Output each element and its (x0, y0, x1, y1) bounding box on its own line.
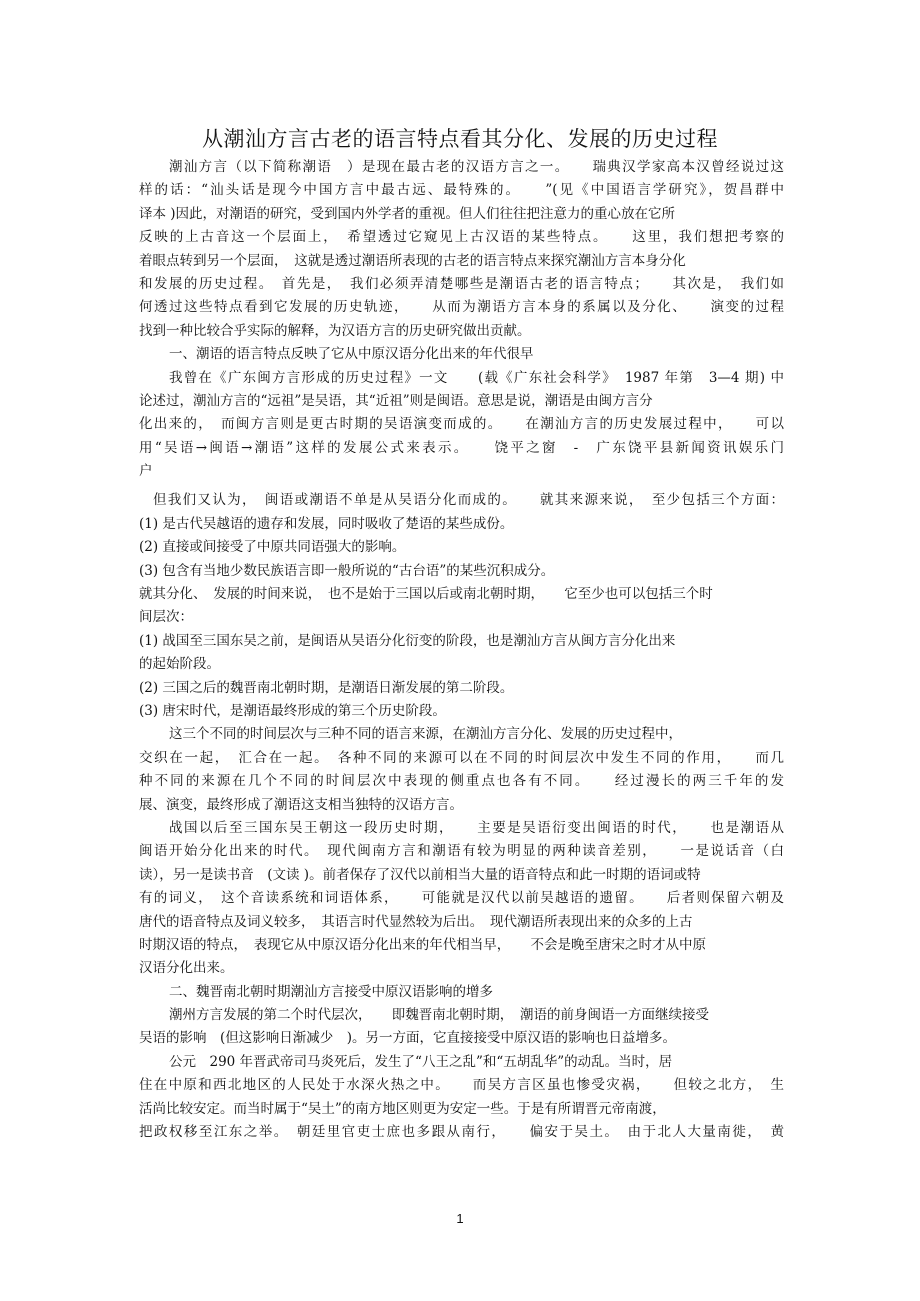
text-line: 汉语分化出来。 (139, 960, 234, 977)
page-number: 1 (456, 1211, 464, 1226)
text-line: 这三个不同的时间层次与三种不同的语言来源，在潮汕方言分化、发展的历史过程中， (169, 726, 682, 743)
text-line: 展、演变，最终形成了潮语这支相当独特的汉语方言。 (139, 796, 463, 813)
list-item: (3) 包含有当地少数民族语言即一般所说的“古台语”的某些沉积成分。 (139, 562, 555, 579)
text-line: 住在中原和西北地区的人民处于水深火热之中。 而吴方言区虽也惨受灾祸， 但较之北方， 生 (139, 1077, 784, 1094)
text-line: 何透过这些特点看到它发展的历史轨迹， 从而为潮语方言本身的系属以及分化、 演变的过程 (139, 299, 784, 316)
text-line: 就其分化、 发展的时间来说， 也不是始于三国以后或南北朝时期， 它至少也可以包括三个时 (139, 586, 713, 603)
text-line: 化出来的， 而闽方言则是更古时期的吴语演变而成的。 在潮汕方言的历史发展过程中， 可以 (139, 416, 784, 433)
section-heading: 一、潮语的语言特点反映了它从中原汉语分化出来的年代很早 (169, 346, 534, 363)
text-line: 论述过，潮汕方言的“远祖”是吴语，其“近祖”则是闽语。意思是说，潮语是由闽方言分 (139, 392, 653, 409)
text-line: 唐代的语音特点及词义较多， 其语言时代显然较为后出。 现代潮语所表现出来的众多的上古 (139, 913, 693, 930)
text-line: 时期汉语的特点， 表现它从中原汉语分化出来的年代相当早， 不会是晚至唐宋之时才从中原 (139, 936, 706, 953)
text-line: 但我们又认为， 闽语或潮语不单是从吴语分化而成的。 就其来源来说， 至少包括三个方面： (153, 492, 784, 509)
text-line: 读），另一是读书音 (文读 )。前者保存了汉代以前相当大量的语音特点和此一时期的语词或特 (139, 866, 701, 883)
document-title: 从潮汕方言古老的语言特点看其分化、发展的历史过程 (202, 127, 718, 151)
list-item: 的起始阶段。 (139, 656, 220, 673)
text-line: 户 (139, 463, 153, 480)
text-line: 间层次： (139, 609, 193, 626)
text-line: 把政权移至江东之举。 朝廷里官吏士庶也多跟从南行， 偏安于吴土。 由于北人大量南徙， 黄 (139, 1124, 784, 1141)
text-line: 我曾在《广东闽方言形成的历史过程》一文 (载《广东社会科学》 1987 年第 3—4 期) 中 (169, 369, 784, 386)
document-body (139, 156, 784, 1144)
text-line: 闽语开始分化出来的时代。 现代闽南方言和潮语有较为明显的两种读音差别， 一是说话音（白 (139, 843, 784, 860)
text-line: 潮州方言发展的第二个时代层次， 即魏晋南北朝时期， 潮语的前身闽语一方面继续接受 (169, 1007, 709, 1024)
list-item: (3) 唐宋时代，是潮语最终形成的第三个历史阶段。 (139, 702, 446, 719)
list-item: (1) 战国至三国东吴之前，是闽语从吴语分化衍变的阶段，也是潮汕方言从闽方言分化出来 (139, 632, 676, 649)
text-line: 用“吴语→闽语→潮语”这样的发展公式来表示。 饶平之窗 - 广东饶平县新闻资讯娱乐门 (139, 439, 784, 456)
text-line: 有的词义， 这个音读系统和词语体系， 可能就是汉代以前吴越语的遗留。 后者则保留六朝及 (139, 890, 784, 907)
text-line: 战国以后至三国东吴王朝这一段历史时期， 主要是吴语衍变出闽语的时代， 也是潮语从 (169, 819, 784, 836)
text-line: 潮汕方言（以下简称潮语 ）是现在最古老的汉语方言之一。 瑞典汉学家高本汉曾经说过这 (169, 159, 784, 175)
text-line: 公元 290 年晋武帝司马炎死后，发生了“八王之乱”和“五胡乱华”的动乱。当时，居 (169, 1053, 673, 1070)
text-line: 和发展的历史过程。 首先是， 我们必须弄清楚哪些是潮语古老的语言特点； 其次是， 我们如 (139, 275, 784, 292)
text-line: 活尚比较安定。而当时属于“吴土”的南方地区则更为安定一些。于是有所谓晋元帝南渡， (139, 1100, 666, 1117)
text-line: 找到一种比较合乎实际的解释，为汉语方言的历史研究做出贡献。 (139, 322, 531, 339)
text-line: 着眼点转到另一个层面， 这就是透过潮语所表现的古老的语言特点来探究潮汕方言本身分化 (139, 252, 686, 269)
text-line: 交织在一起， 汇合在一起。 各种不同的来源可以在不同的时间层次中发生不同的作用， 而几 (139, 749, 784, 766)
text-line: 种不同的来源在几个不同的时间层次中表现的侧重点也各有不同。 经过漫长的两三千年的发 (139, 773, 784, 790)
list-item: (2) 直接或间接受了中原共同语强大的影响。 (139, 539, 406, 556)
text-line: 译本 )因此，对潮语的研究，受到国内外学者的重视。但人们往往把注意力的重心放在它所 (139, 205, 676, 222)
text-line: 样的话：“汕头话是现今中国方言中最古远、最特殊的。 ”(见《中国语言学研究》，贺昌群中 (139, 182, 784, 199)
section-heading: 二、魏晋南北朝时期潮汕方言接受中原汉语影响的增多 (169, 983, 493, 1000)
list-item: (2) 三国之后的魏晋南北朝时期，是潮语日渐发展的第二阶段。 (139, 679, 514, 696)
list-item: (1) 是古代吴越语的遗存和发展，同时吸收了楚语的某些成份。 (139, 515, 514, 532)
text-line: 吴语的影响 (但这影响日渐减少 )。另一方面，它直接接受中原汉语的影响也日益增多。 (139, 1030, 677, 1047)
text-line: 反映的上古音这一个层面上， 希望透过它窥见上古汉语的某些特点。 这里，我们想把考察的 (139, 229, 784, 246)
